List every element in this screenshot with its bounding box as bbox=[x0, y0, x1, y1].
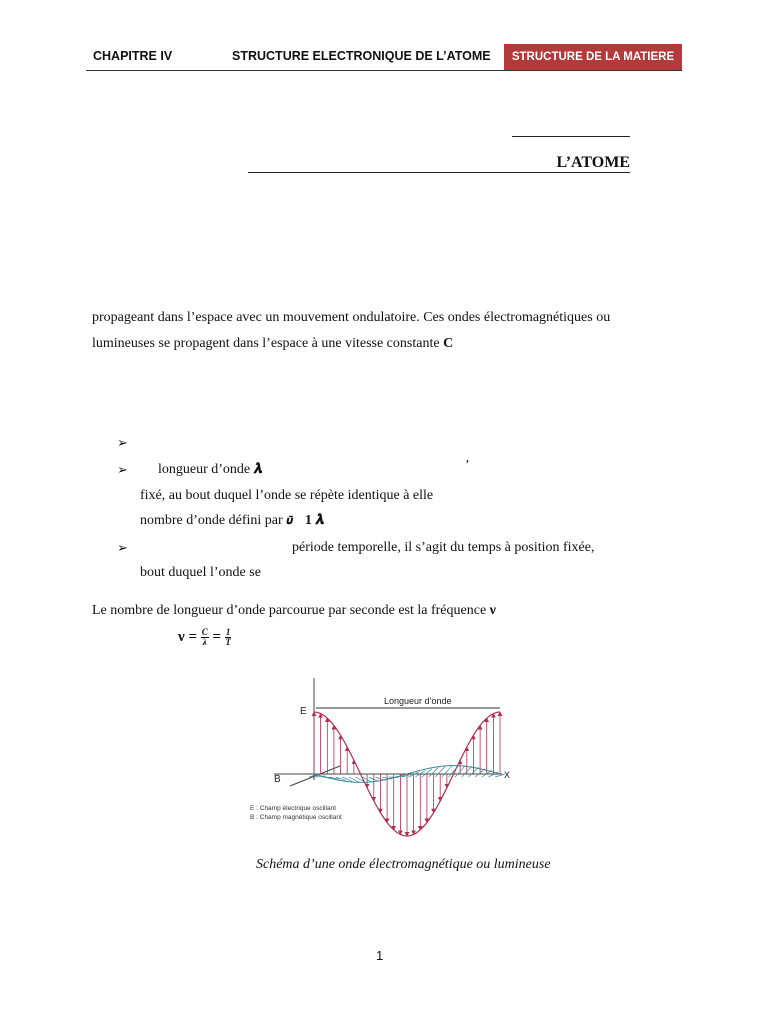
page-number: 1 bbox=[376, 948, 384, 963]
bullet-3-line-1: période temporelle, il s’agit du temps à position fixée, bbox=[292, 540, 595, 555]
bullet-2-line-2: fixé, au bout duquel l’onde se répète identique à elle bbox=[140, 488, 434, 503]
fraction-1-numerator: C bbox=[201, 627, 208, 637]
frequency-formula bbox=[178, 628, 231, 647]
wavenumber-label: nombre d’onde défini par bbox=[140, 513, 287, 528]
b-axis-label: B bbox=[274, 774, 281, 785]
b-axis bbox=[290, 766, 340, 786]
electromagnetic-wave-figure bbox=[250, 670, 520, 832]
page-header bbox=[86, 44, 682, 71]
bullet-marker-1: ➢ bbox=[117, 435, 128, 450]
paragraph-line-1: propageant dans l’espace avec un mouvement ondulatoire. Ces ondes électromagnétiques ou bbox=[92, 310, 611, 325]
wavelength-figure-label: Longueur d’onde bbox=[384, 696, 452, 706]
fraction-c-over-lambda bbox=[201, 628, 209, 647]
subject-badge: STRUCTURE DE LA MATIERE bbox=[504, 44, 682, 70]
subject-label: STRUCTURE ELECTRONIQUE DE L’ATOME bbox=[232, 49, 491, 63]
legend-electric: E : Champ électrique oscillant bbox=[250, 805, 336, 812]
wavenumber-symbol: 𝝊̄ bbox=[286, 515, 293, 527]
formula-equals: = bbox=[212, 628, 222, 645]
bullet-3-line-2: bout duquel l’onde se bbox=[140, 565, 261, 580]
wavelength-label: longueur d’onde bbox=[158, 462, 254, 477]
bullet-2-line-3 bbox=[140, 513, 324, 529]
chapter-label: CHAPITRE IV bbox=[93, 49, 173, 63]
bullet-2-line-1 bbox=[158, 462, 262, 478]
fraction-1-over-t bbox=[225, 628, 232, 647]
title-rule-short bbox=[512, 136, 630, 137]
nu-symbol: ν bbox=[489, 603, 496, 618]
fraction-2-denominator: T bbox=[225, 637, 231, 647]
paragraph-line-2-text: lumineuses se propagent dans l’espace à une vitesse constante bbox=[92, 336, 444, 351]
figure-caption: Schéma d’une onde électromagnétique ou lumineuse bbox=[256, 857, 551, 872]
x-axis-label: X bbox=[504, 770, 511, 780]
wavenumber-expression: 1 𝝀 bbox=[304, 513, 324, 528]
e-axis-label: E bbox=[300, 706, 307, 717]
page-title: L’ATOME bbox=[556, 154, 630, 171]
title-rule-long bbox=[248, 172, 630, 173]
fraction-2-numerator: 1 bbox=[225, 627, 231, 637]
formula-lhs: ν = bbox=[178, 628, 197, 645]
frequency-text: Le nombre de longueur d’onde parcourue par seconde est la fréquence bbox=[92, 603, 490, 618]
bullet-2-mark: ’ bbox=[465, 458, 470, 473]
bullet-marker-2: ➢ bbox=[117, 462, 128, 477]
speed-symbol: C bbox=[443, 336, 454, 351]
frequency-line bbox=[92, 603, 496, 619]
bullet-marker-3: ➢ bbox=[117, 540, 128, 555]
legend-magnetic: B : Champ magnétique oscillant bbox=[250, 814, 342, 821]
fraction-1-denominator: λ bbox=[202, 637, 207, 647]
lambda-symbol: 𝝀 bbox=[253, 462, 262, 477]
paragraph-line-2 bbox=[92, 336, 453, 352]
